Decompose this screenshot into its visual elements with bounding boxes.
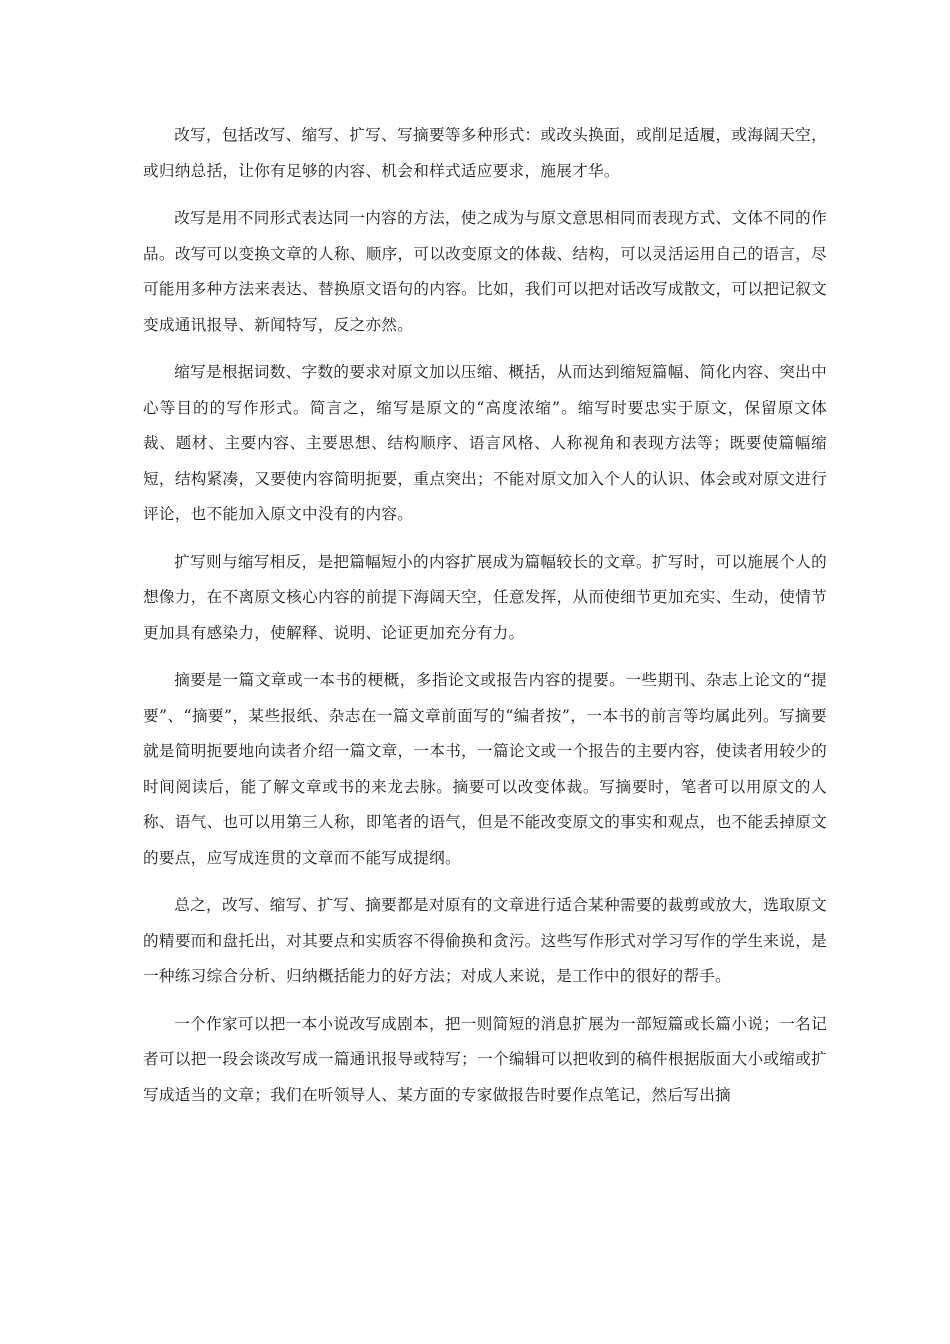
paragraph-2: 改写是用不同形式表达同一内容的方法，使之成为与原文意思相同而表现方式、文体不同的作品。改写可以变换文章的人称、顺序，可以改变原文的体裁、结构，可以灵活运用自己的语言，尽可能用多种方法来表达、替换原文语句的内容。比如，我们可以把对话改写成散文，可以把记叙文变成通讯报导、新闻特写，反之亦然。	[143, 209, 827, 334]
paragraph-7: 一个作家可以把一本小说改写成剧本，把一则简短的消息扩展为一部短篇或长篇小说；一名记者可以把一段会谈改写成一篇通讯报导或特写；一个编辑可以把收到的稿件根据版面大小或缩或扩写成适当的文章；我们在听领导人、某方面的专家做报告时要作点笔记，然后写出摘	[143, 1014, 827, 1104]
paragraph-3: 缩写是根据词数、字数的要求对原文加以压缩、概括，从而达到缩短篇幅、简化内容、突出中心等目的的写作形式。简言之，缩写是原文的“高度浓缩”。缩写时要忠实于原文，保留原文体裁、题材、主要内容、主要思想、结构顺序、语言风格、人称视角和表现方法等；既要使篇幅缩短，结构紧凑，又要使内容简明扼要，重点突出；不能对原文加入个人的认识、体会或对原文进行评论，也不能加入原文中没有的内容。	[143, 363, 827, 523]
paragraph-5: 摘要是一篇文章或一本书的梗概，多指论文或报告内容的提要。一些期刊、杂志上论文的“提要”、“摘要”，某些报纸、杂志在一篇文章前面写的“编者按”，一本书的前言等均属此列。写摘要就是简明扼要地向读者介绍一篇文章，一本书，一篇论文或一个报告的主要内容，使读者用较少的时间阅读后，能了解文章或书的来龙去脉。摘要可以改变体裁。写摘要时，笔者可以用原文的人称、语气、也可以用第三人称，即笔者的语气，但是不能改变原文的事实和观点，也不能丢掉原文的要点，应写成连贯的文章而不能写成提纲。	[143, 671, 827, 867]
paragraph-6: 总之，改写、缩写、扩写、摘要都是对原有的文章进行适合某种需要的裁剪或放大，选取原文的精要而和盘托出，对其要点和实质容不得偷换和贪污。这些写作形式对学习写作的学生来说，是一种练习综合分析、归纳概括能力的好方法；对成人来说，是工作中的很好的帮手。	[143, 896, 827, 985]
paragraph-1: 改写，包括改写、缩写、扩写、写摘要等多种形式：或改头换面，或削足适履，或海阔天空，或归纳总括，让你有足够的内容、机会和样式适应要求，施展才华。	[143, 126, 827, 180]
document-body	[143, 118, 827, 1125]
paragraph-4: 扩写则与缩写相反，是把篇幅短小的内容扩展成为篇幅较长的文章。扩写时，可以施展个人的想像力，在不离原文核心内容的前提下海阔天空，任意发挥，从而使细节更加充实、生动，使情节更加具有感染力，使解释、说明、论证更加充分有力。	[143, 552, 827, 642]
